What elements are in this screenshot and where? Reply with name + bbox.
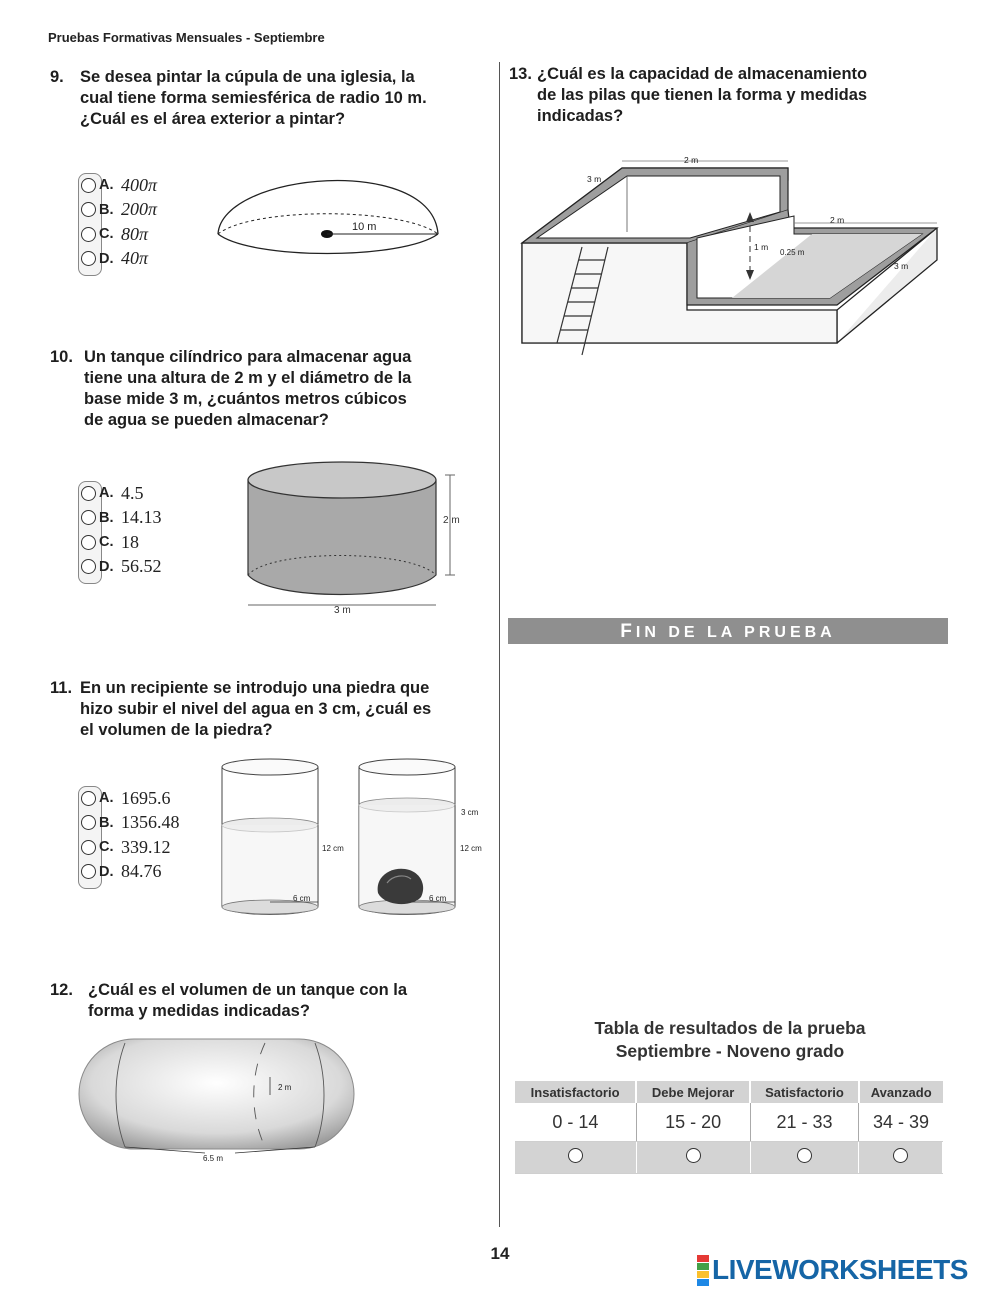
range-cell: 15 - 20 — [636, 1103, 750, 1142]
question-12-line: forma y medidas indicadas? — [88, 1002, 310, 1020]
result-radio-debe-mejorar[interactable] — [686, 1148, 701, 1163]
option-value: 40π — [121, 248, 149, 269]
option-b[interactable] — [78, 506, 218, 531]
option-letter: C. — [99, 226, 114, 243]
option-d[interactable] — [78, 860, 218, 885]
right-radius-label: 6 cm — [429, 894, 447, 903]
question-11-options — [78, 786, 218, 884]
result-radio-avanzado[interactable] — [893, 1148, 908, 1163]
option-letter: D. — [99, 863, 114, 880]
question-10-line: Un tanque cilíndrico para almacenar agua — [84, 348, 412, 366]
left-radius-label: 6 cm — [293, 894, 311, 903]
question-10-options — [78, 481, 218, 579]
question-13-line: indicadas? — [537, 107, 624, 125]
range-cell: 34 - 39 — [859, 1103, 943, 1142]
question-11 — [50, 678, 495, 748]
question-11-line: el volumen de la piedra? — [80, 721, 273, 739]
top-width-label: 2 m — [684, 155, 699, 165]
radio-d[interactable] — [81, 864, 96, 879]
question-13 — [509, 64, 949, 129]
radio-cell — [636, 1142, 750, 1174]
results-table — [515, 1081, 943, 1174]
height-label: 2 m — [278, 1083, 292, 1092]
option-a[interactable] — [78, 481, 218, 506]
pools-figure — [512, 150, 952, 360]
option-c[interactable] — [78, 530, 218, 555]
question-10-line: tiene una altura de 2 m y el diámetro de la — [84, 369, 412, 387]
option-value: 1695.6 — [121, 787, 171, 808]
question-13-line: de las pilas que tienen la forma y medidas — [537, 86, 868, 104]
results-header-row — [515, 1081, 943, 1103]
option-c[interactable] — [78, 835, 218, 860]
question-9 — [50, 67, 490, 137]
option-b[interactable] — [78, 811, 218, 836]
option-value: 56.52 — [121, 556, 162, 577]
right-height-label: 12 cm — [460, 844, 482, 853]
radio-cell — [859, 1142, 943, 1174]
radio-b[interactable] — [81, 510, 96, 525]
end-banner-initial: F — [620, 621, 636, 642]
question-10-number: 10. — [50, 348, 73, 366]
option-letter: A. — [99, 485, 114, 502]
question-12 — [50, 980, 490, 1025]
option-c[interactable] — [78, 222, 218, 247]
option-value: 18 — [121, 531, 139, 552]
side-depth-label: 3 m — [587, 174, 602, 184]
cylinder-figure — [240, 455, 475, 620]
results-radio-row — [515, 1142, 943, 1174]
question-9-number: 9. — [50, 68, 64, 86]
results-range-row — [515, 1103, 943, 1142]
option-letter: B. — [99, 509, 114, 526]
column-header: Avanzado — [859, 1081, 943, 1103]
cylinder-top — [248, 462, 436, 498]
radio-b[interactable] — [81, 202, 96, 217]
question-11-number: 11. — [50, 679, 73, 697]
depth-label: 1 m — [754, 242, 769, 252]
radio-a[interactable] — [81, 486, 96, 501]
column-header: Debe Mejorar — [636, 1081, 750, 1103]
diameter-label: 3 m — [334, 605, 351, 616]
dome-outline — [218, 181, 438, 234]
container-right — [359, 759, 455, 915]
option-letter: C. — [99, 534, 114, 551]
radius-label: 10 m — [352, 221, 377, 233]
radio-a[interactable] — [81, 178, 96, 193]
results-title-line1: Tabla de resultados de la prueba — [594, 1018, 866, 1038]
result-radio-insatisfactorio[interactable] — [568, 1148, 583, 1163]
radio-d[interactable] — [81, 251, 96, 266]
option-letter: D. — [99, 558, 114, 575]
column-header: Insatisfactorio — [515, 1081, 636, 1103]
question-12-line: ¿Cuál es el volumen de un tanque con la — [88, 981, 408, 999]
option-letter: B. — [99, 201, 114, 218]
question-9-options — [78, 173, 218, 271]
question-11-line: hizo subir el nivel del agua en 3 cm, ¿cuál es — [80, 700, 432, 718]
range-cell: 0 - 14 — [515, 1103, 636, 1142]
logo-text: LIVEWORKSHEETS — [712, 1254, 968, 1285]
end-of-test-banner — [508, 618, 948, 644]
radio-a[interactable] — [81, 791, 96, 806]
logo-icon — [697, 1255, 709, 1286]
rise-label: 3 cm — [461, 808, 479, 817]
container-left — [222, 759, 318, 915]
option-d[interactable] — [78, 247, 218, 272]
result-radio-satisfactorio[interactable] — [797, 1148, 812, 1163]
length-label: 6.5 m — [203, 1154, 224, 1163]
option-value: 1356.48 — [121, 812, 180, 833]
wall-label: 0.25 m — [780, 248, 805, 257]
option-letter: D. — [99, 250, 114, 267]
option-a[interactable] — [78, 786, 218, 811]
question-10-line: base mide 3 m, ¿cuántos metros cúbicos — [84, 390, 407, 408]
end-banner-text: IN DE LA PRUEBA — [635, 624, 836, 641]
radio-c[interactable] — [81, 840, 96, 855]
containers-figure — [215, 755, 495, 925]
radio-c[interactable] — [81, 535, 96, 550]
option-letter: C. — [99, 839, 114, 856]
question-10-line: de agua se pueden almacenar? — [84, 411, 329, 429]
question-11-line: En un recipiente se introdujo una piedra que — [80, 679, 430, 697]
option-a[interactable] — [78, 173, 218, 198]
option-value: 4.5 — [121, 482, 144, 503]
right-width-label: 2 m — [830, 215, 845, 225]
capsule-tank-figure — [75, 1035, 360, 1170]
option-value: 339.12 — [121, 836, 171, 857]
question-13-number: 13. — [509, 65, 532, 83]
option-value: 84.76 — [121, 861, 162, 882]
height-label: 2 m — [443, 515, 460, 526]
option-b[interactable] — [78, 198, 218, 223]
option-value: 200π — [121, 199, 158, 220]
question-9-line: Se desea pintar la cúpula de una iglesia, la — [80, 68, 415, 86]
option-letter: A. — [99, 790, 114, 807]
question-9-line: cual tiene forma semiesférica de radio 10 m. — [80, 89, 427, 107]
results-title — [510, 1017, 950, 1063]
document-header: Pruebas Formativas Mensuales - Septiembre — [48, 30, 325, 45]
option-d[interactable] — [78, 555, 218, 580]
radio-cell — [515, 1142, 636, 1174]
radio-cell — [750, 1142, 859, 1174]
hemisphere-figure — [212, 162, 447, 262]
right-depth-label: 3 m — [894, 261, 909, 271]
question-12-number: 12. — [50, 981, 73, 999]
radio-d[interactable] — [81, 559, 96, 574]
question-10 — [50, 347, 490, 437]
question-9-line: ¿Cuál es el área exterior a pintar? — [80, 110, 346, 128]
column-divider — [499, 62, 500, 1227]
option-value: 400π — [121, 174, 158, 195]
liveworksheets-logo[interactable] — [697, 1255, 968, 1285]
question-13-line: ¿Cuál es la capacidad de almacenamiento — [537, 65, 868, 83]
radio-b[interactable] — [81, 815, 96, 830]
results-title-line2: Septiembre - Noveno grado — [615, 1041, 845, 1061]
page-number: 14 — [490, 1244, 510, 1263]
column-header: Satisfactorio — [750, 1081, 859, 1103]
option-value: 14.13 — [121, 507, 162, 528]
option-value: 80π — [121, 223, 149, 244]
option-letter: A. — [99, 177, 114, 194]
left-height-label: 12 cm — [322, 844, 344, 853]
range-cell: 21 - 33 — [750, 1103, 859, 1142]
radio-c[interactable] — [81, 227, 96, 242]
option-letter: B. — [99, 814, 114, 831]
